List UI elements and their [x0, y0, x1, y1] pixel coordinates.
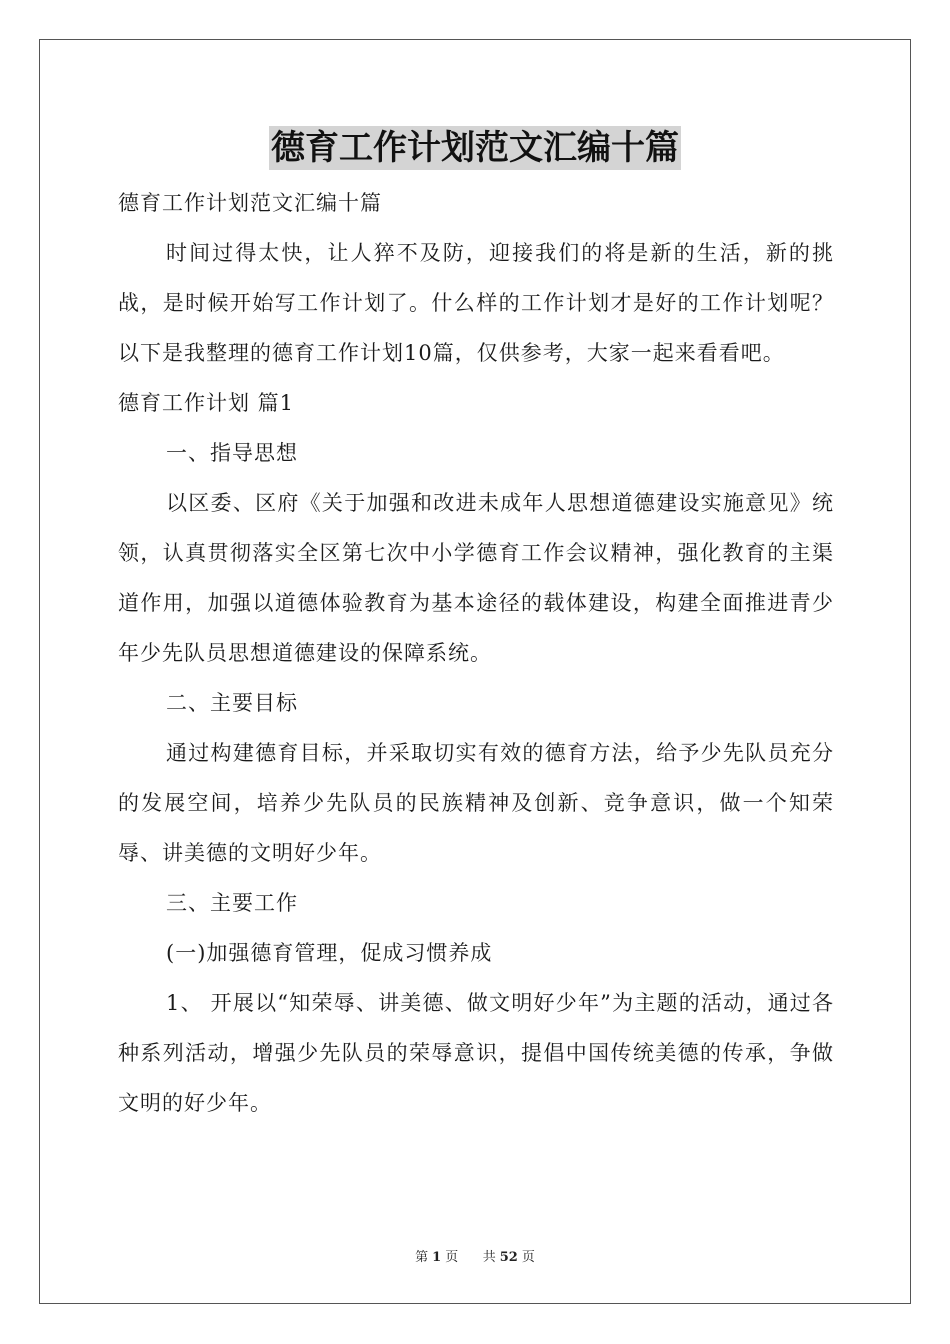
paragraph-7: 三、主要工作: [166, 891, 298, 915]
paragraph-5: 二、主要目标: [166, 691, 298, 715]
paragraph-8: (一)加强德育管理，促成习惯养成: [166, 941, 493, 965]
paragraph-6: 通过构建德育目标，并采取切实有效的德育方法，给予少先队员充分的发展空间，培养少先队员的民族精神及创新、竞争意识，做一个知荣辱、讲美德的文明好少年。: [118, 741, 834, 865]
page-suffix: 页: [445, 1250, 459, 1265]
document-title: 德育工作计划范文汇编十篇: [271, 128, 679, 168]
paragraph-0: 德育工作计划范文汇编十篇: [118, 191, 382, 215]
paragraph-4: 以区委、区府《关于加强和改进未成年人思想道德建设实施意见》统领，认真贯彻落实全区第七次中小学德育工作会议精神，强化教育的主渠道作用，加强以道德体验教育为基本途径的载体建设，构建全面推进青少年少先队员思想道德建设的保障系统。: [118, 491, 834, 665]
total-suffix: 页: [521, 1250, 535, 1265]
paragraph-1: 时间过得太快，让人猝不及防，迎接我们的将是新的生活，新的挑战，是时候开始写工作计划了。什么样的工作计划才是好的工作计划呢？以下是我整理的德育工作计划10篇，仅供参考，大家一起来看看吧。: [118, 241, 834, 365]
page-total: 52: [499, 1250, 518, 1265]
page-total-indicator: [481, 1250, 537, 1265]
total-prefix: 共: [482, 1250, 496, 1265]
paragraph-9: 1、 开展以“知荣辱、讲美德、做文明好少年”为主题的活动，通过各种系列活动，增强少先队员的荣辱意识，提倡中国传统美德的传承，争做文明的好少年。: [118, 991, 834, 1115]
page-footer: [0, 1246, 950, 1265]
document-body: [118, 178, 834, 1128]
title-container: [0, 126, 950, 170]
page-indicator: [413, 1250, 460, 1265]
paragraph-2: 德育工作计划 篇1: [118, 391, 295, 415]
paragraph-3: 一、指导思想: [166, 441, 298, 465]
page-prefix: 第: [415, 1250, 429, 1265]
page-current: 1: [432, 1250, 442, 1265]
